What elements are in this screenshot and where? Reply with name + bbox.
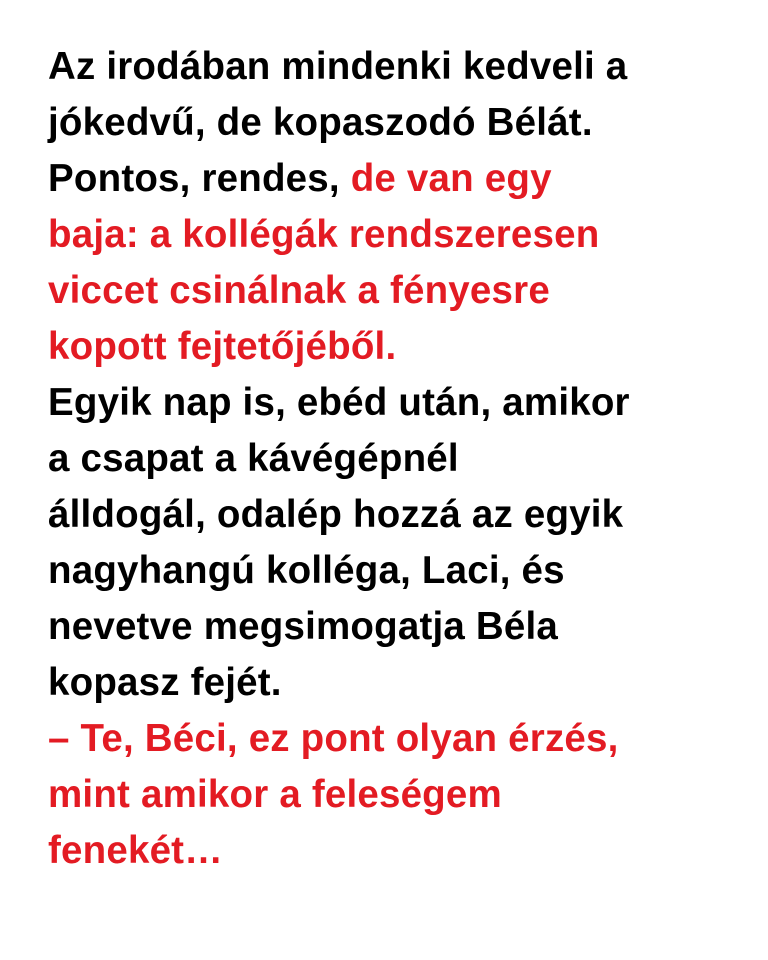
story-text-segment: Egyik nap is, ebéd után, amikor xyxy=(48,381,630,424)
story-highlight-segment: – Te, Béci, ez pont olyan érzés, xyxy=(48,717,619,760)
story-highlight-segment: mint amikor a feleségem xyxy=(48,773,502,816)
story-line xyxy=(48,767,748,823)
story-text-segment: nevetve megsimogatja Béla xyxy=(48,605,558,648)
story-highlight-segment: fenekét… xyxy=(48,829,223,872)
story-line xyxy=(48,95,748,151)
story-text xyxy=(48,39,748,879)
story-line xyxy=(48,543,748,599)
story-text-segment: Pontos, rendes, xyxy=(48,157,351,200)
story-text-segment: kopasz fejét. xyxy=(48,661,282,704)
story-text-segment: Az irodában mindenki kedveli a xyxy=(48,45,628,88)
story-line xyxy=(48,207,748,263)
story-highlight-segment: baja: a kollégák rendszeresen xyxy=(48,213,600,256)
story-line xyxy=(48,823,748,879)
story-line xyxy=(48,599,748,655)
story-highlight-segment: viccet csinálnak a fényesre xyxy=(48,269,550,312)
story-text-segment: álldogál, odalép hozzá az egyik xyxy=(48,493,624,536)
story-line xyxy=(48,151,748,207)
story-text-segment: jókedvű, de kopaszodó Bélát. xyxy=(48,101,593,144)
story-line xyxy=(48,39,748,95)
story-highlight-segment: kopott fejtetőjéből. xyxy=(48,325,397,368)
story-highlight-segment: de van egy xyxy=(350,157,552,200)
story-line xyxy=(48,655,748,711)
story-line xyxy=(48,487,748,543)
story-text-segment: a csapat a kávégépnél xyxy=(48,437,459,480)
story-line xyxy=(48,711,748,767)
story-line xyxy=(48,431,748,487)
story-line xyxy=(48,263,748,319)
story-line xyxy=(48,375,748,431)
story-text-segment: nagyhangú kolléga, Laci, és xyxy=(48,549,565,592)
story-line xyxy=(48,319,748,375)
